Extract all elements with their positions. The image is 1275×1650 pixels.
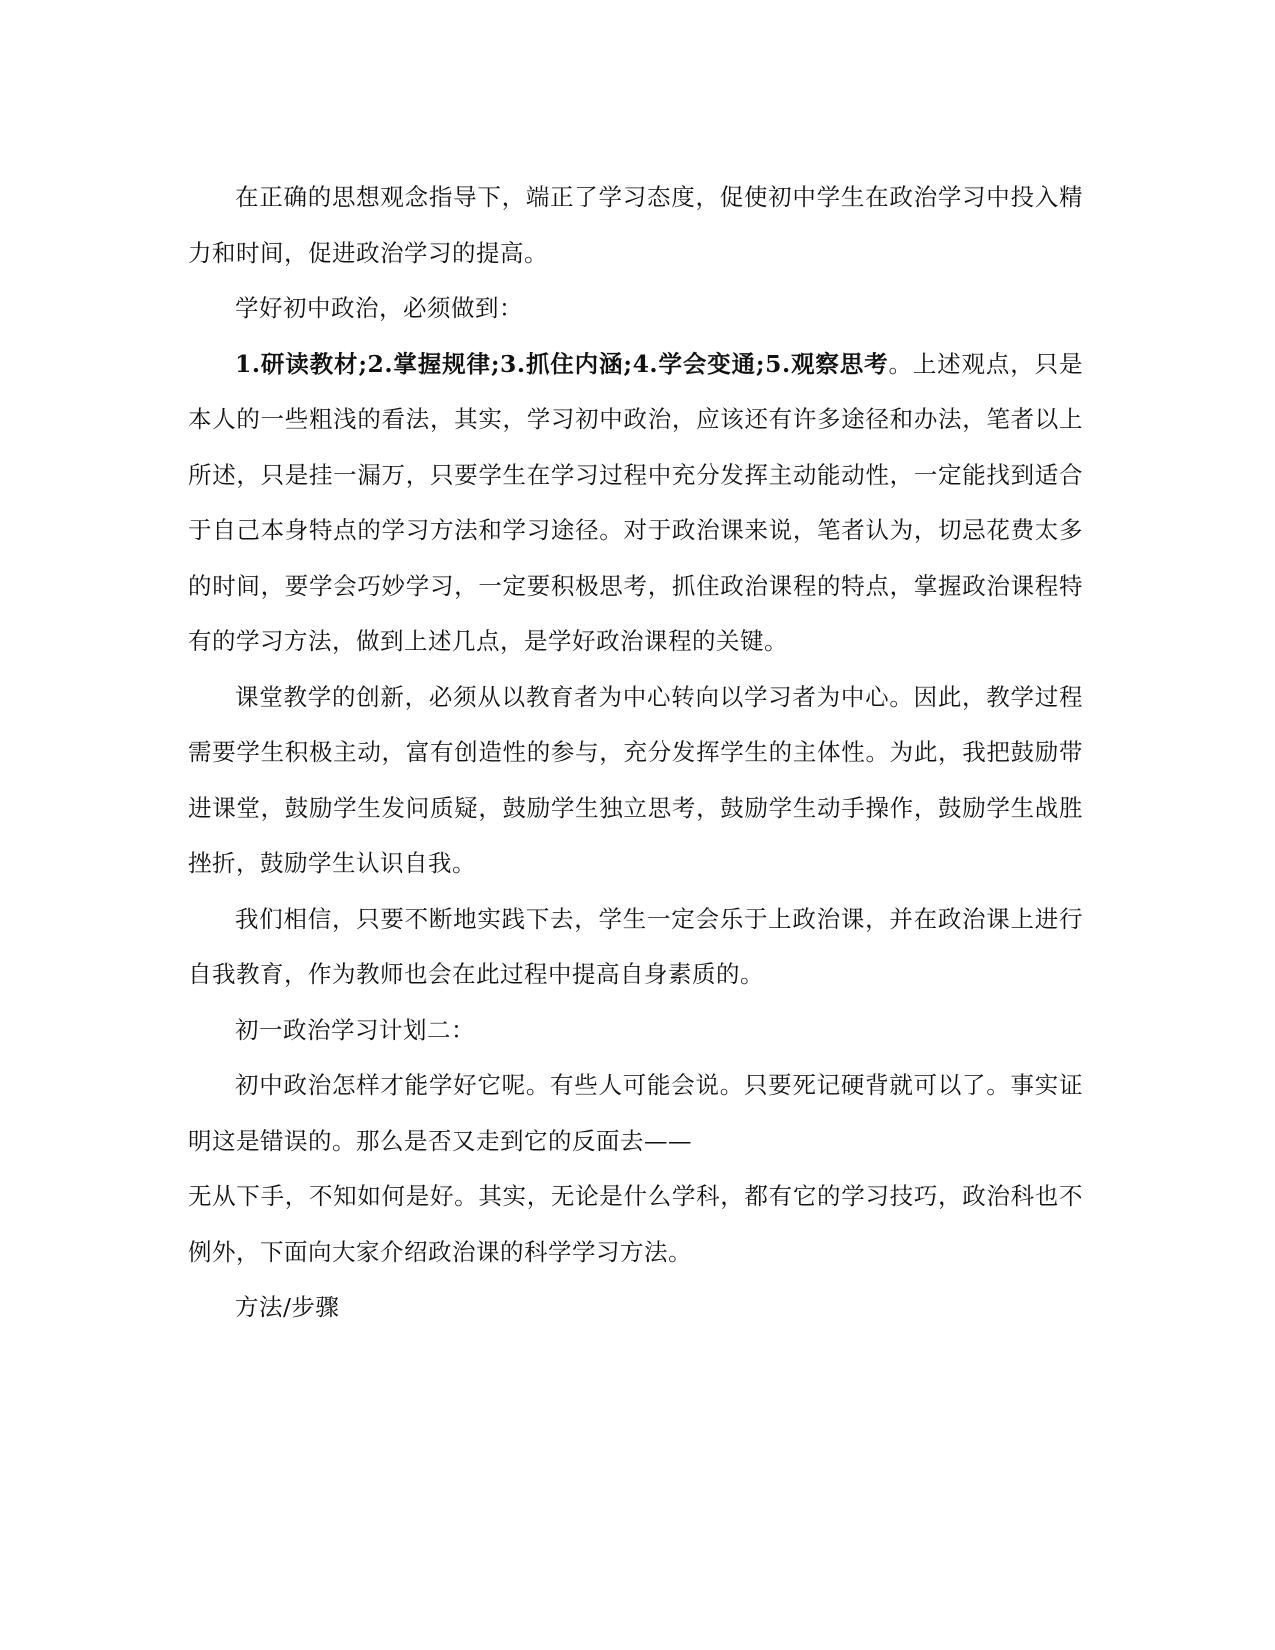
paragraph-classroom-innovation: 课堂教学的创新，必须从以教育者为中心转向以学习者为中心。因此，教学过程需要学生积极主动，富有创造性的参与，充分发挥学生的主体性。为此，我把鼓励带进课堂，鼓励学生发问质疑，鼓励学生独立思考，鼓励学生动手操作，鼓励学生战胜挫折，鼓励学生认识自我。	[188, 682, 1083, 877]
paragraph-how-to-learn: 初中政治怎样才能学好它呢。有些人可能会说。只要死记硬背就可以了。事实证明这是错误的。那么是否又走到它的反面去——	[188, 1071, 1083, 1155]
paragraph-belief: 我们相信，只要不断地实践下去，学生一定会乐于上政治课，并在政治课上进行自我教育，作为教师也会在此过程中提高自身素质的。	[188, 904, 1083, 988]
paragraph-learning-techniques: 无从下手，不知如何是好。其实，无论是什么学科，都有它的学习技巧，政治科也不例外，下面向大家介绍政治课的科学学习方法。	[188, 1182, 1083, 1266]
paragraph-study-methods	[188, 337, 1083, 670]
paragraph-requirements-intro: 学好初中政治，必须做到：	[235, 294, 523, 322]
study-methods-list: 1.研读教材;2.掌握规律;3.抓住内涵;4.学会变通;5.观察思考	[235, 349, 889, 378]
paragraph-plan-two-heading: 初一政治学习计划二：	[235, 1015, 475, 1044]
paragraph-steps-heading: 方法/步骤	[235, 1293, 340, 1321]
paragraph-study-attitude: 在正确的思想观念指导下，端正了学习态度，促使初中学生在政治学习中投入精力和时间，促进政治学习的提高。	[188, 183, 1083, 267]
study-methods-text: 。上述观点，只是本人的一些粗浅的看法，其实，学习初中政治，应该还有许多途径和办法，笔者以上所述，只是挂一漏万，只要学生在学习过程中充分发挥主动能动性，一定能找到适合于自己本身特点的学习方法和学习途径。对于政治课来说，笔者认为，切忌花费太多的时间，要学会巧妙学习，一定要积极思考，抓住政治课程的特点，掌握政治课程特有的学习方法，做到上述几点，是学好政治课程的关键。	[188, 349, 1083, 655]
document-body	[188, 170, 1083, 1336]
